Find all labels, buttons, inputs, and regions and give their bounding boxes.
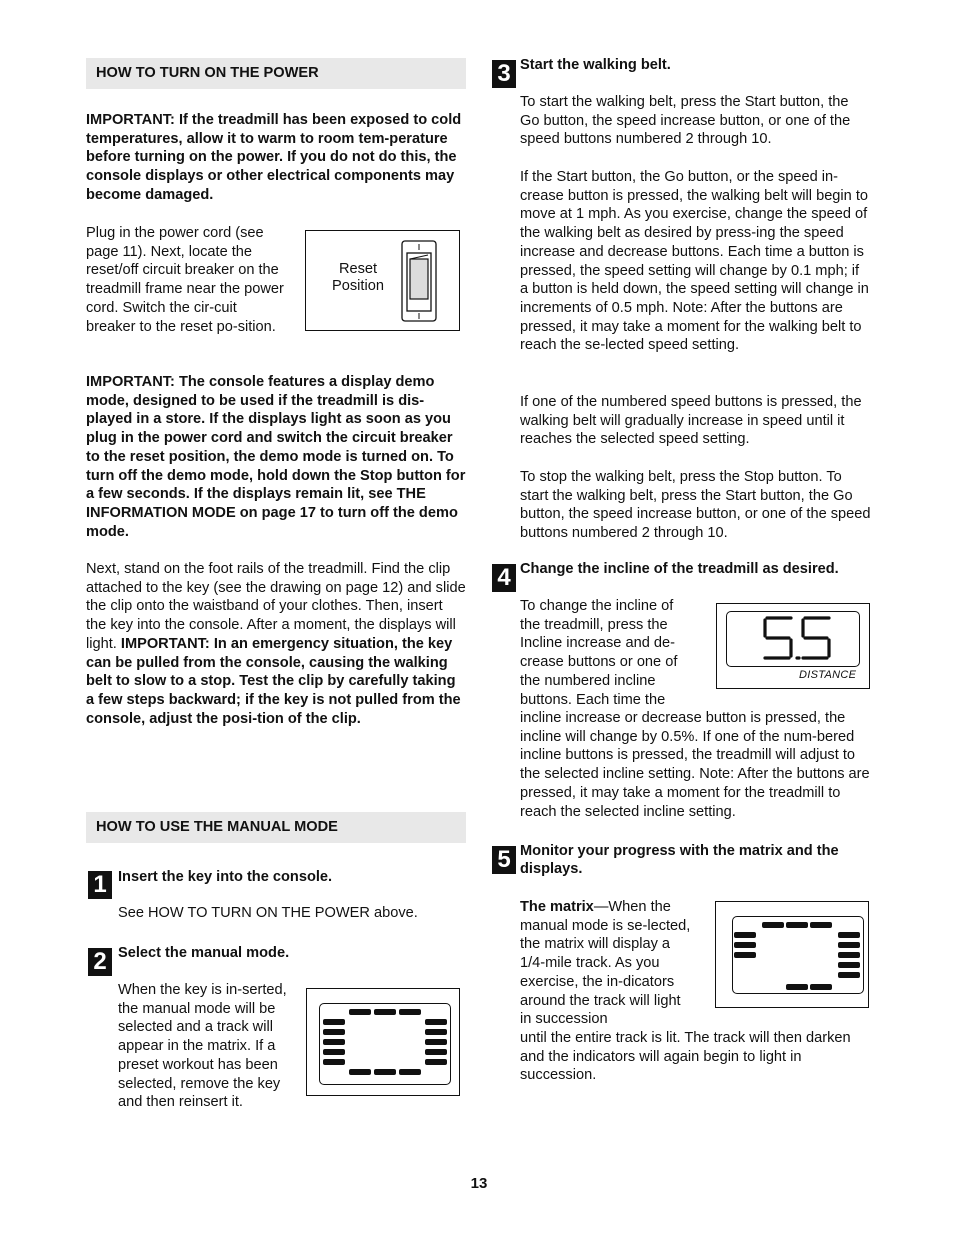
step-number-1: 1 (88, 871, 112, 899)
step-number-2: 2 (88, 948, 112, 976)
step-number-4: 4 (492, 564, 516, 592)
step1-title: Insert the key into the console. (118, 869, 333, 885)
matrix-track-figure-left (306, 988, 460, 1096)
step5-text-wrap (520, 898, 694, 1029)
matrix-lead-term: The matrix (520, 899, 594, 915)
reset-position-figure (305, 230, 460, 331)
step3-paragraph-4: To stop the walking belt, press the Stop button. To start the walking belt, press the Start button, the Go button, the speed increase button, or one of the speed buttons numbered 2 through 10. (520, 469, 871, 542)
step4-title: Change the incline of the treadmill as desired. (520, 561, 839, 577)
step3-paragraph-2: If the Start button, the Go button, or the speed in-crease button is pressed, the walking belt will begin to move at 1 mph. As you exercise, change the speed of the walking belt as desired by press-ing the speed increase and decrease buttons. Each time a button is pressed, the speed setting will change by 0.1 mph; if a button is held down, the speed setting will change in increments of 0.5 mph. Note: After the buttons are pressed, it may take a moment for the walking belt to reach the se-lected speed setting. (520, 169, 869, 354)
step4-text-continued: incline increase or decrease button is pressed, the incline will change by 0.5%. If one of the num-bered incline buttons is pressed, the treadmill will adjust to the selected incline setting. Note: After the buttons are pressed, it may take a moment for the treadmill to reach the selected incline setting. (520, 710, 870, 820)
step1-text: See HOW TO TURN ON THE POWER above. (118, 905, 418, 921)
key-text: Next, stand on the foot rails of the treadmill. Find the clip attached to the key (see the drawing on page 12) and slide the clip onto the waistband of your clothes. Then, insert the key into the console. After a moment, the displays will light. (86, 561, 466, 652)
step4-text-wrap: To change the incline of the treadmill, press the Incline increase and de-crease buttons or one of the numbered incline buttons. Each time the (520, 598, 678, 708)
circuit-breaker-switch-icon (398, 239, 440, 323)
section-heading-power: HOW TO TURN ON THE POWER (86, 58, 466, 89)
step3-paragraph-3: If one of the numbered speed buttons is pressed, the walking belt will gradually increase in speed until it reaches the selected speed setting. (520, 394, 862, 448)
key-instructions (86, 560, 466, 728)
step-number-3: 3 (492, 60, 516, 88)
section-heading-manual: HOW TO USE THE MANUAL MODE (86, 812, 466, 843)
reset-label-line2: Position (332, 278, 384, 294)
important-demo-mode: IMPORTANT: The console features a display demo mode, designed to be used if the treadmill is dis-played in a store. If the displays light as soon as you plug in the power cord and switch the circuit breaker to the reset position, the demo mode is turned on. To turn off the demo mode, hold down the Stop button for a few seconds. If the displays remain lit, see THE INFORMATION MODE on page 17 to turn off the demo mode. (86, 374, 466, 540)
step3-paragraph-1: To start the walking belt, press the Start button, the Go button, the speed increase button, or one of the speed buttons numbered 2 through 10. (520, 94, 851, 148)
plug-in-instructions: Plug in the power cord (see page 11). Next, locate the reset/off circuit breaker on the treadmill frame near the power cord. Switch the cir-cuit breaker to the reset po-sition. (86, 225, 284, 335)
seven-segment-digits (761, 614, 837, 664)
page-number: 13 (470, 1175, 488, 1192)
step-number-5: 5 (492, 846, 516, 874)
step5-text-a: —When the manual mode is se-lected, the matrix will display a 1/4-mile track. As you exercise, the in-dicators around the track will light in succession (520, 899, 691, 1028)
step2-text: When the key is in-serted, the manual mode will be selected and a track will appear in the matrix. If a preset workout has been selected, remove the key and then reinsert it. (118, 982, 287, 1111)
key-important: IMPORTANT: In an emergency situation, the key can be pulled from the console, causing the walking belt to slow to a stop. Test the clip by carefully taking a few steps backward; if the key is not pulled from the console, adjust the posi-tion of the clip. (86, 635, 461, 727)
important-cold-warning: IMPORTANT: If the treadmill has been exposed to cold temperatures, allow it to warm to room tem-perature before turning on the power. If you do not do this, the console displays or other electrical components may become damaged. (86, 112, 462, 203)
distance-display-figure (716, 603, 870, 689)
display-label: DISTANCE (799, 669, 857, 681)
step5-text-continued: until the entire track is lit. The track will then darken and the indicators will again begin to light in succession. (520, 1030, 851, 1084)
step2-title: Select the manual mode. (118, 945, 290, 961)
step3-title: Start the walking belt. (520, 57, 671, 73)
reset-label-line1: Reset (338, 261, 378, 277)
matrix-track-figure-right (715, 901, 869, 1008)
step5-title: Monitor your progress with the matrix and the displays. (520, 843, 839, 877)
